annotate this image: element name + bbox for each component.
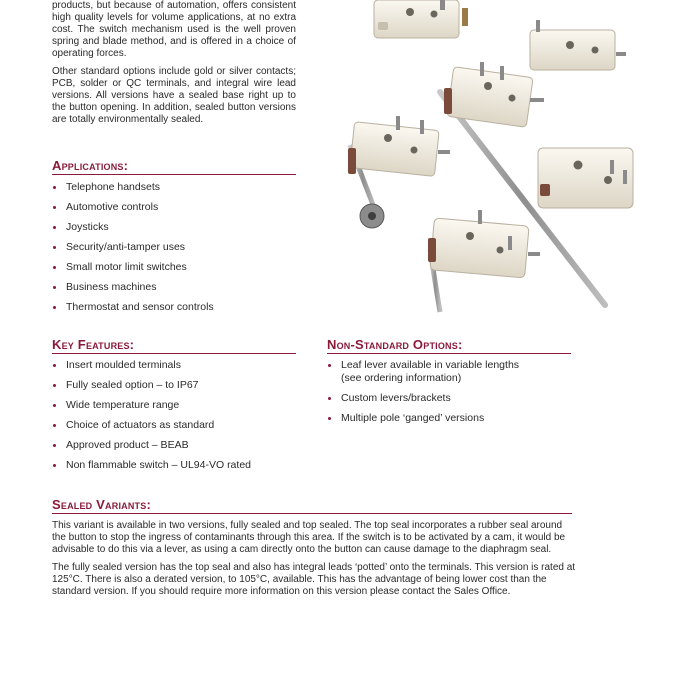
list-item: Approved product – BEAB bbox=[52, 439, 296, 452]
microswitch-product-photo bbox=[330, 0, 650, 315]
list-item: Joysticks bbox=[52, 221, 296, 234]
intro-paragraph-1: products, but because of automation, offers consistent high quality levels for volume applications, at no extra cost. The switch mechanism used is the well proven spring and blade method, and is offered in a choice of operating forces. bbox=[52, 0, 296, 59]
list-item: Multiple pole ‘ganged’ versions bbox=[327, 412, 557, 425]
key-features-list bbox=[52, 359, 296, 472]
list-item: Business machines bbox=[52, 281, 296, 294]
non-standard-heading: Non-Standard Options: bbox=[327, 337, 571, 354]
sealed-variants-heading: Sealed Variants: bbox=[52, 497, 572, 514]
switch-image bbox=[538, 148, 633, 208]
list-item: Custom levers/brackets bbox=[327, 392, 557, 405]
list-item: Leaf lever available in variable lengths (see ordering information) bbox=[327, 359, 536, 385]
sealed-paragraph-1: This variant is available in two versions, fully sealed and top sealed. The top seal incorporates a rubber seal around the button to stop the ingress of contaminants through this area. If the switch is to be activated by a cam, it would be advisable to do this via a lever, as using a cam directly onto the button can cause damage to the diaphragm seal. bbox=[52, 520, 566, 555]
switch-image bbox=[374, 0, 468, 38]
list-item: Wide temperature range bbox=[52, 399, 296, 412]
list-item: Choice of actuators as standard bbox=[52, 419, 296, 432]
switch-image bbox=[428, 210, 540, 278]
key-features-heading: Key Features: bbox=[52, 337, 296, 354]
list-item: Fully sealed option – to IP67 bbox=[52, 379, 296, 392]
list-item: Thermostat and sensor controls bbox=[52, 301, 296, 314]
list-item: Insert moulded terminals bbox=[52, 359, 296, 372]
applications-list bbox=[52, 181, 296, 314]
list-item: Security/anti-tamper uses bbox=[52, 241, 296, 254]
list-item: Automotive controls bbox=[52, 201, 296, 214]
applications-heading: Applications: bbox=[52, 158, 296, 175]
intro-text bbox=[52, 0, 296, 132]
sealed-paragraph-2: The fully sealed version has the top seal and also has integral leads ‘potted’ onto the terminals. This version is rated at 125°C. There is also a derated version, to 105°C, available. This has the advantage of being lower cost than the standard version. If you should require more information on this version please contact the Sales Office. bbox=[52, 562, 576, 597]
switch-image bbox=[348, 116, 450, 176]
non-standard-list bbox=[327, 359, 557, 425]
switch-image bbox=[444, 62, 544, 127]
list-item: Small motor limit switches bbox=[52, 261, 296, 274]
switch-image bbox=[530, 20, 626, 70]
sealed-variants-text bbox=[52, 520, 577, 604]
intro-paragraph-2: Other standard options include gold or silver contacts; PCB, solder or QC terminals, and integral wire lead versions. All versions have a sealed base right up to the button opening. In addition, sealed button versions are totally environmentally sealed. bbox=[52, 66, 296, 125]
list-item: Telephone handsets bbox=[52, 181, 296, 194]
list-item: Non flammable switch – UL94-VO rated bbox=[52, 459, 296, 472]
